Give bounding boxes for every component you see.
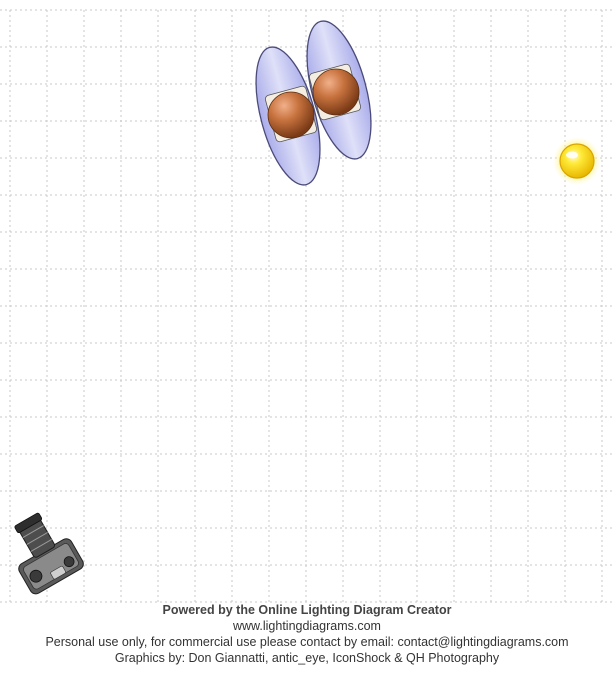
footer-title: Powered by the Online Lighting Diagram Creator bbox=[162, 603, 452, 617]
diagram-footer bbox=[0, 602, 614, 666]
footer-website[interactable]: www.lightingdiagrams.com bbox=[233, 619, 381, 633]
footer-license-note: Personal use only, for commercial use please contact by email: contact@lightingdiagrams.com bbox=[45, 635, 569, 649]
footer-credits: Graphics by: Don Giannatti, antic_eye, IconShock & QH Photography bbox=[114, 651, 500, 665]
sun-icon[interactable] bbox=[553, 137, 601, 185]
camera-icon[interactable] bbox=[0, 505, 86, 596]
